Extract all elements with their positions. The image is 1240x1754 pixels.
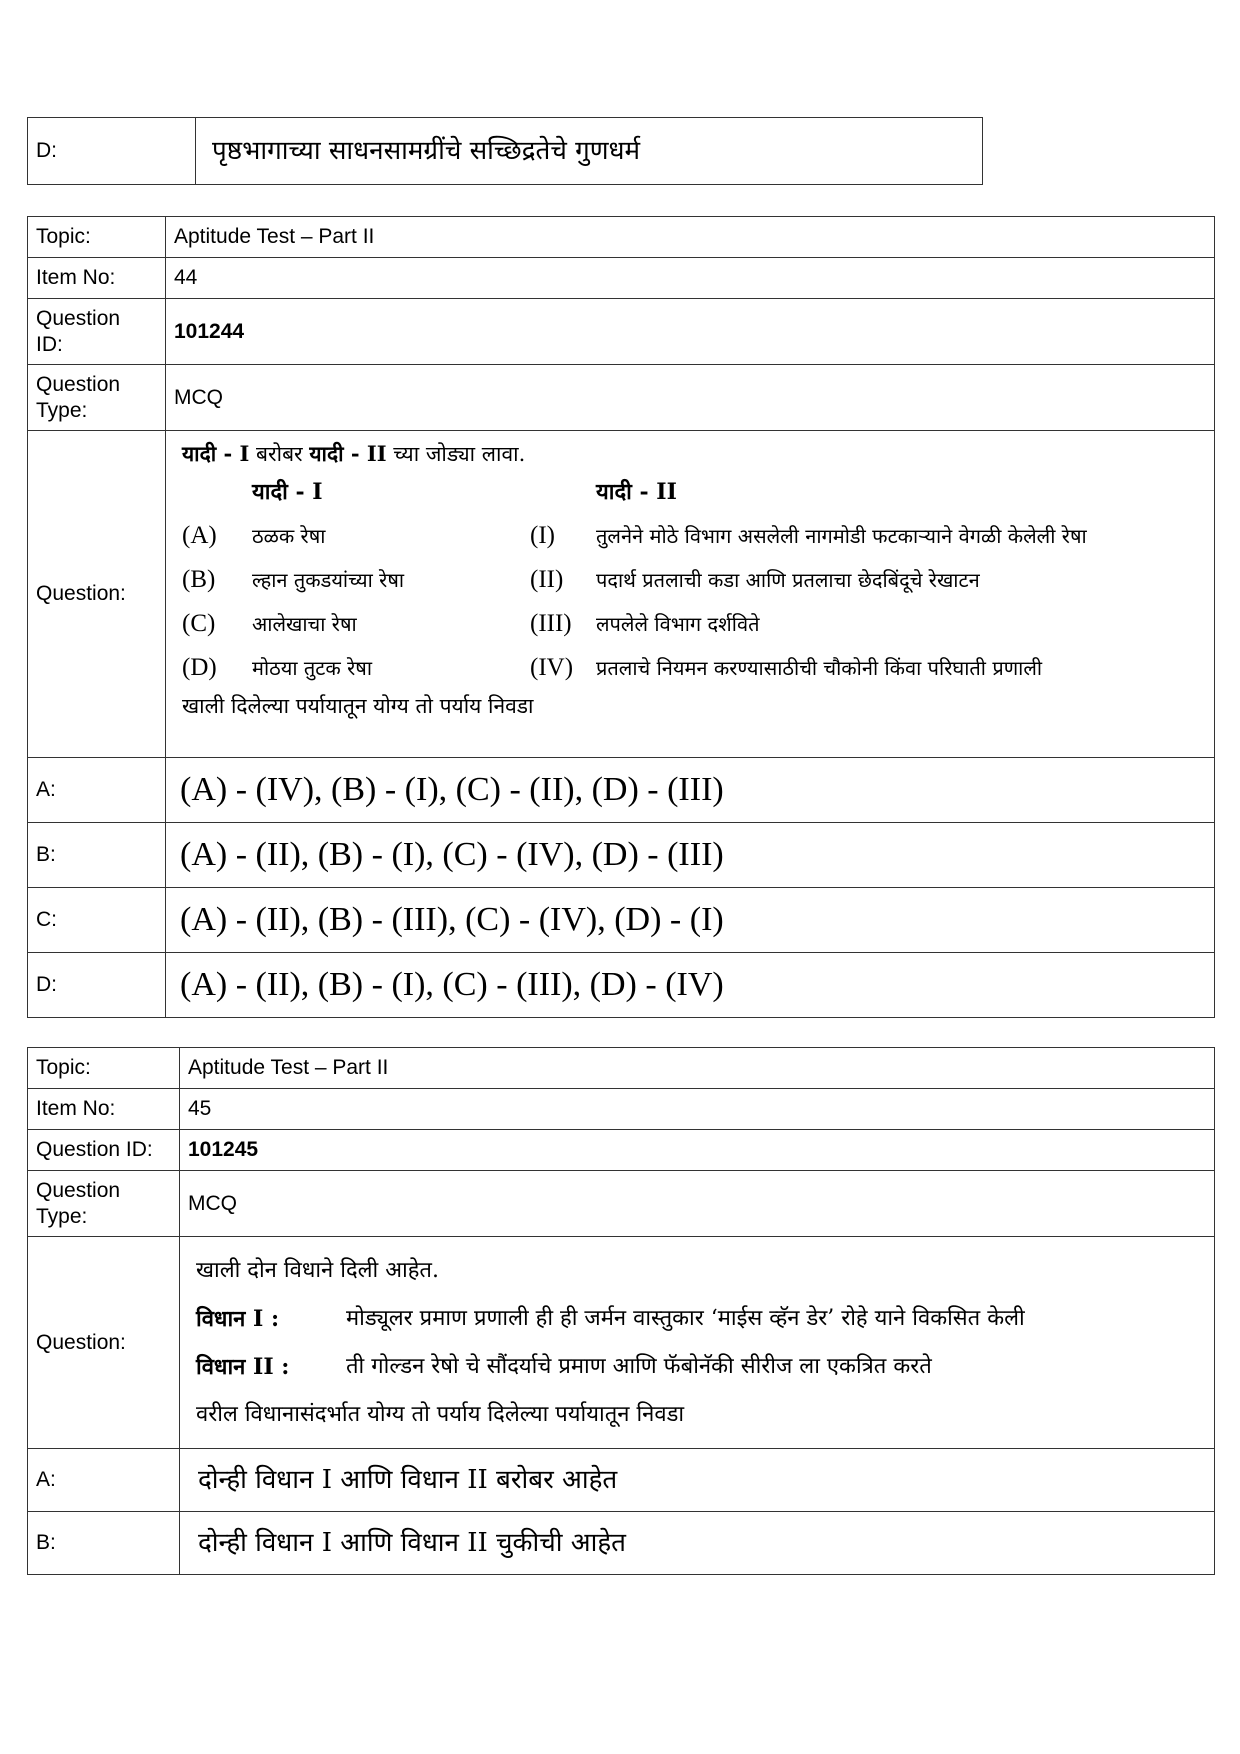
list-2-key: (I) [530, 522, 555, 549]
option-b-label: B: [28, 1512, 180, 1575]
statement-2-text: ती गोल्डन रेषो चे सौंदर्याचे प्रमाण आणि फॅबोनॅकी सीरीज ला एकत्रित करते [346, 1353, 932, 1379]
question-type-label: Question Type: [28, 365, 166, 431]
question-id-label: Question ID: [28, 299, 166, 365]
question-label: Question: [28, 1237, 180, 1449]
option-b-label: B: [28, 823, 166, 888]
topic-label: Topic: [28, 1048, 180, 1089]
option-a-label: A: [28, 1449, 180, 1512]
question-id-value: 101245 [180, 1130, 1215, 1171]
list-1-heading: यादी - I [252, 479, 323, 505]
statement-2-label: विधान II : [196, 1353, 290, 1380]
option-a-label: A: [28, 758, 166, 823]
list-2-heading: यादी - II [596, 479, 677, 505]
question-body [180, 1237, 1215, 1449]
list-1-item: आलेखाचा रेषा [252, 612, 357, 636]
option-a[interactable]: दोन्ही विधान I आणि विधान II बरोबर आहेत [180, 1449, 1215, 1512]
item-no-label: Item No: [28, 258, 166, 299]
question-45-table [27, 1047, 1215, 1575]
option-a[interactable]: (A) - (IV), (B) - (I), (C) - (II), (D) - (III) [166, 758, 1215, 823]
question-type-label: Question Type: [28, 1171, 180, 1237]
list-2-item: लपलेले विभाग दर्शविते [596, 612, 760, 636]
statement-1-text: मोड्यूलर प्रमाण प्रणाली ही ही जर्मन वास्तुकार ‘माईस व्हॅन डेर’ रोहे याने विकसित केली [346, 1305, 1025, 1331]
question-type-value: MCQ [166, 365, 1215, 431]
statements [196, 1295, 1206, 1391]
option-d[interactable]: (A) - (II), (B) - (I), (C) - (III), (D) - (IV) [166, 953, 1215, 1018]
topic-value: Aptitude Test – Part II [166, 217, 1215, 258]
list-1-key: (B) [182, 566, 216, 593]
question-44-table [27, 216, 1215, 1018]
section-label: D: [28, 118, 196, 185]
list-2-item: तुलनेने मोठे विभाग असलेली नागमोडी फटकाऱ्याने वेगळी केलेली रेषा [596, 524, 1087, 548]
question-footer: खाली दिलेल्या पर्यायातून योग्य तो पर्याय निवडा [182, 694, 534, 718]
list-1-key: (D) [182, 654, 217, 681]
list-1-key: (A) [182, 522, 217, 549]
item-no-value: 44 [166, 258, 1215, 299]
topic-label: Topic: [28, 217, 166, 258]
item-no-label: Item No: [28, 1089, 180, 1130]
list-2-key: (IV) [530, 654, 574, 681]
matching-list [182, 473, 1206, 687]
question-id-value: 101244 [166, 299, 1215, 365]
question-intro: यादी - I बरोबर यादी - II च्या जोड्या लावा. [182, 441, 526, 466]
list-2-key: (III) [530, 610, 572, 637]
question-type-value: MCQ [180, 1171, 1215, 1237]
list-1-item: मोठया तुटक रेषा [252, 656, 373, 680]
question-footer: वरील विधानासंदर्भात योग्य तो पर्याय दिलेल्या पर्यायातून निवडा [196, 1401, 685, 1427]
question-body [166, 431, 1215, 758]
option-c-label: C: [28, 888, 166, 953]
option-c[interactable]: (A) - (II), (B) - (III), (C) - (IV), (D) - (I) [166, 888, 1215, 953]
item-no-value: 45 [180, 1089, 1215, 1130]
question-intro: खाली दोन विधाने दिली आहेत. [196, 1257, 439, 1283]
list-2-item: प्रतलाचे नियमन करण्यासाठीची चौकोनी किंवा परिघाती प्रणाली [596, 656, 1043, 680]
list-2-item: पदार्थ प्रतलाची कडा आणि प्रतलाचा छेदबिंदूचे रेखाटन [596, 568, 980, 592]
section-title: पृष्ठभागाच्या साधनसामग्रींचे सच्छिद्रतेचे गुणधर्म [196, 118, 983, 185]
list-1-key: (C) [182, 610, 216, 637]
option-d-label: D: [28, 953, 166, 1018]
statement-1-label: विधान I : [196, 1305, 280, 1332]
question-label: Question: [28, 431, 166, 758]
list-2-key: (II) [530, 566, 564, 593]
question-id-label: Question ID: [28, 1130, 180, 1171]
list-1-item: ल्हान तुकडयांच्या रेषा [252, 568, 405, 592]
list-1-item: ठळक रेषा [252, 524, 326, 548]
option-b[interactable]: (A) - (II), (B) - (I), (C) - (IV), (D) - (III) [166, 823, 1215, 888]
topic-value: Aptitude Test – Part II [180, 1048, 1215, 1089]
option-b[interactable]: दोन्ही विधान I आणि विधान II चुकीची आहेत [180, 1512, 1215, 1575]
section-header [27, 117, 983, 185]
